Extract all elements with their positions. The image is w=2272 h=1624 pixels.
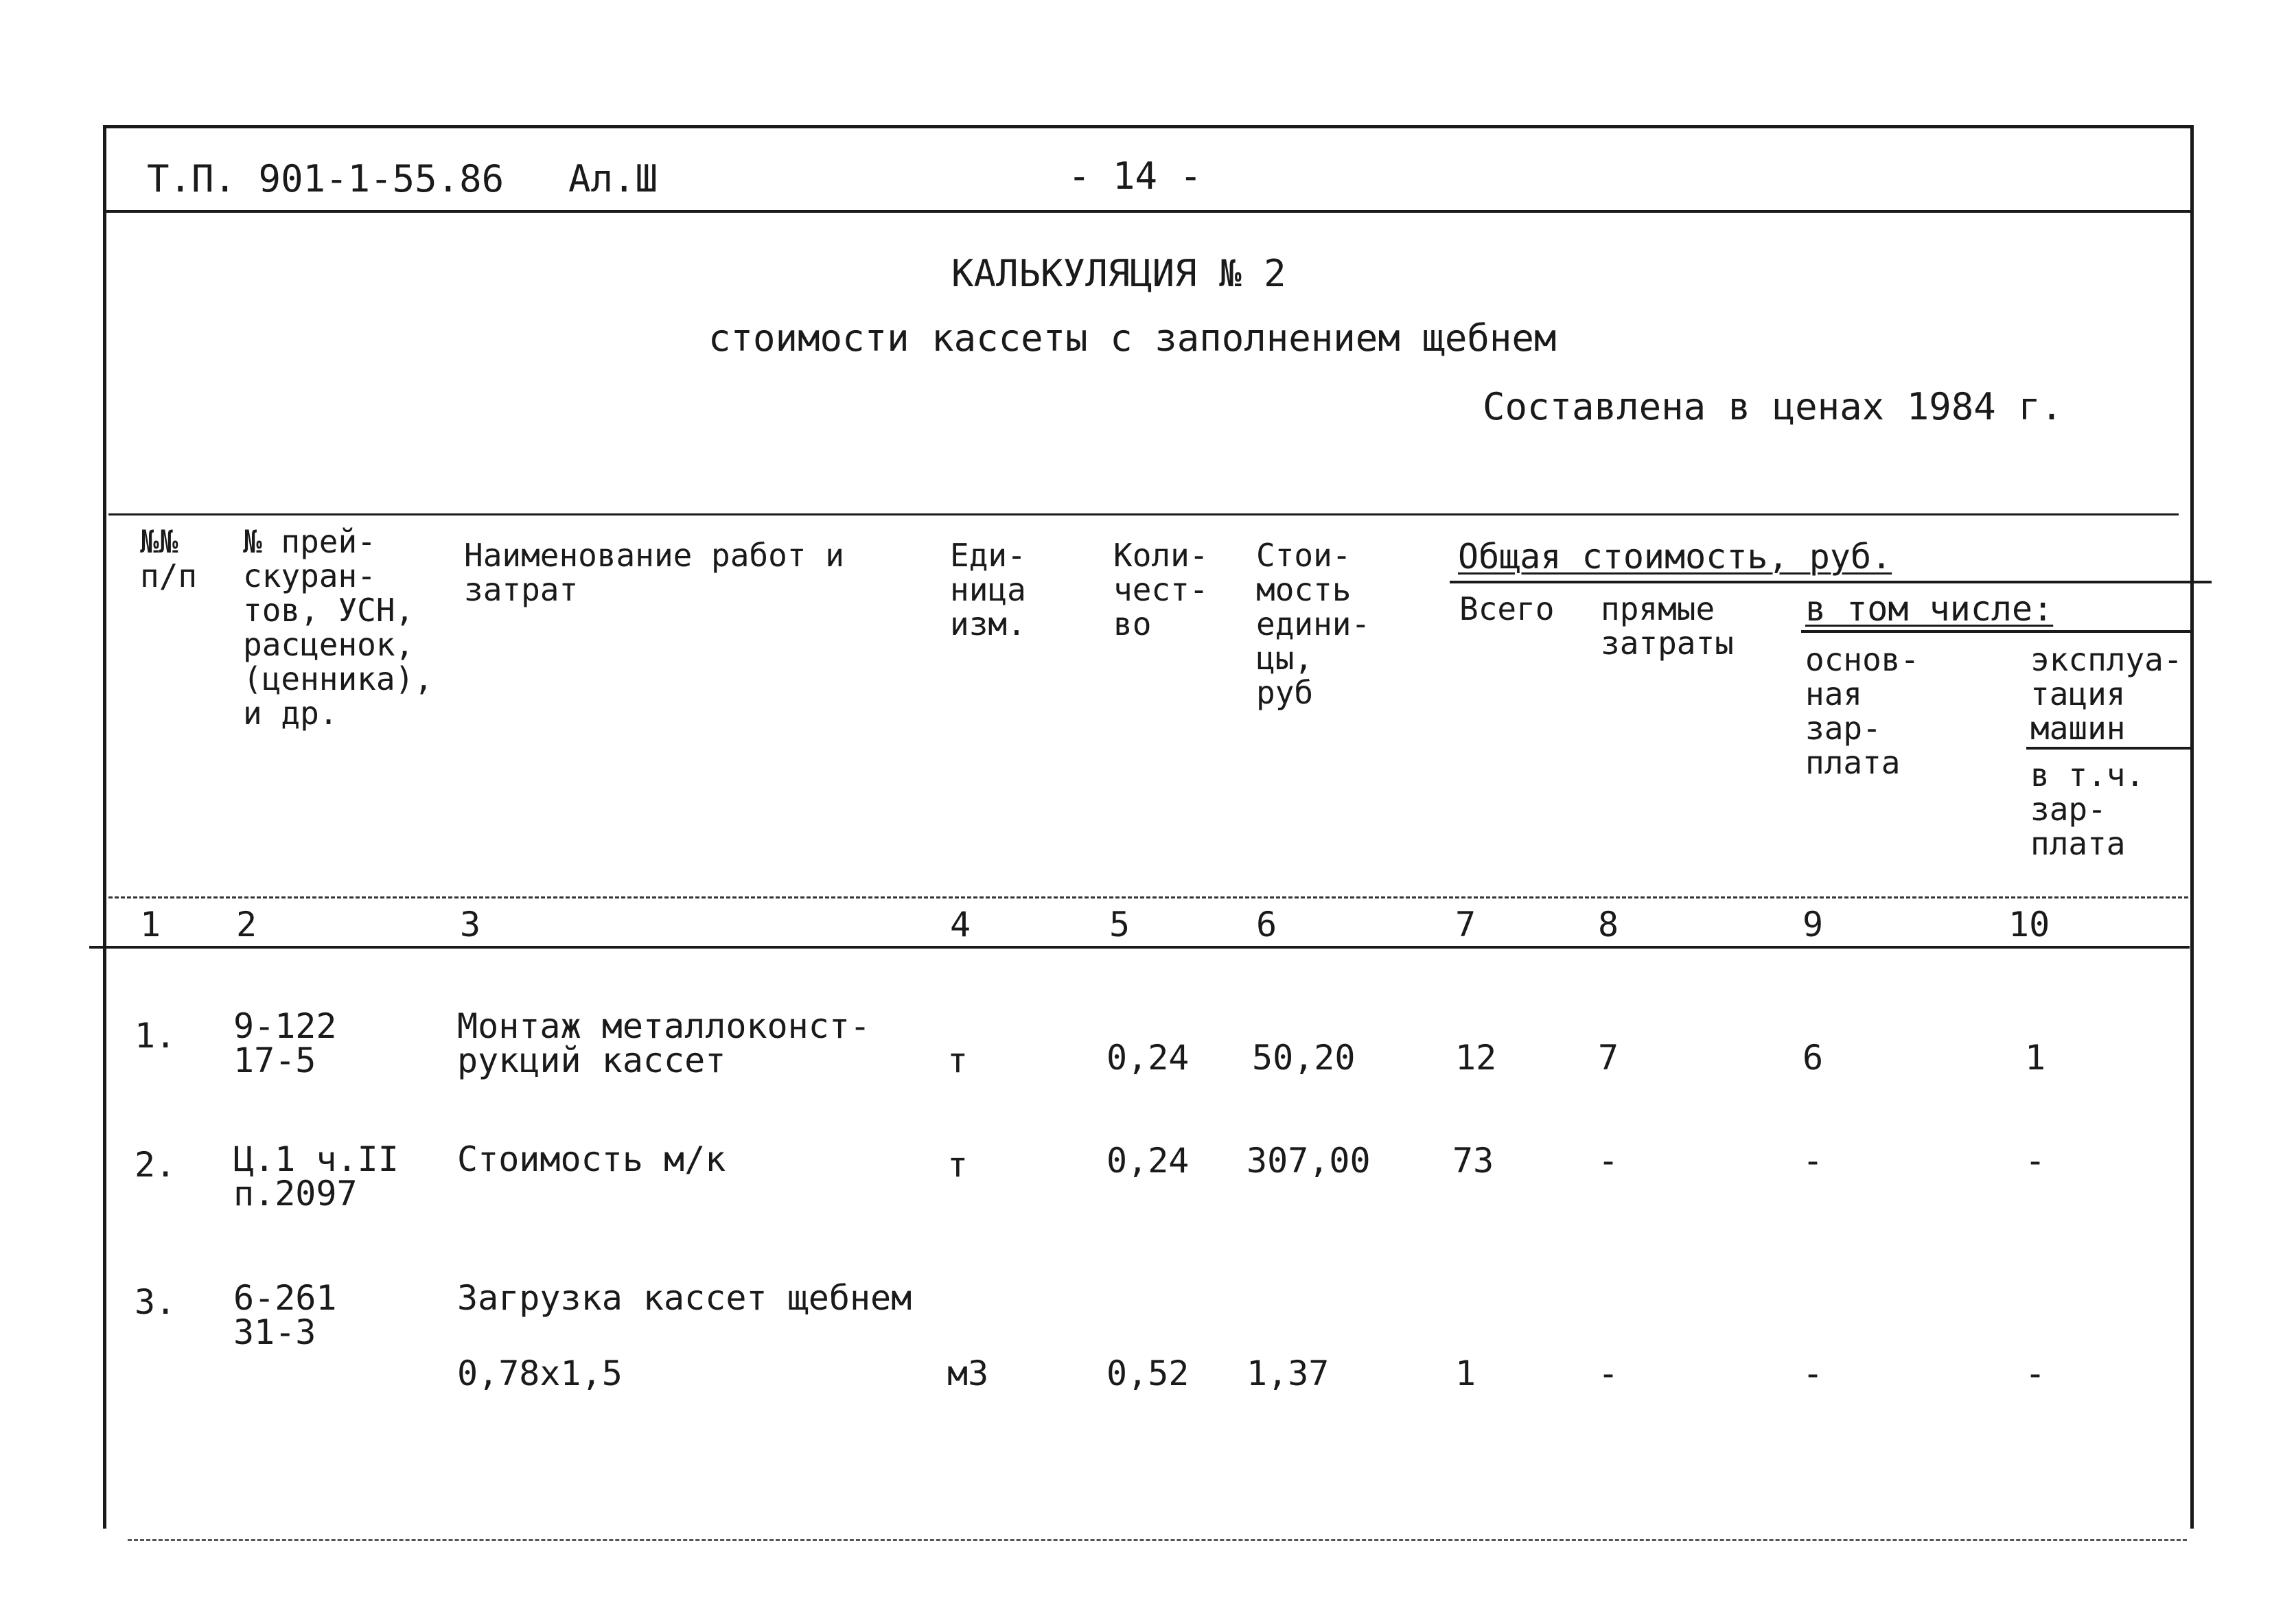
header-bottom-rule <box>108 896 2188 898</box>
row-machine-operation: - <box>2025 1141 2046 1181</box>
album-label: Ал.Ш <box>568 157 658 200</box>
row-base-wage: - <box>1802 1354 1824 1393</box>
col-number-6: 6 <box>1256 905 1277 944</box>
col-number-1: 1 <box>140 905 161 944</box>
document-subtitle: стоимости кассеты с заполнением щебнем <box>708 316 1557 360</box>
row-direct-costs: - <box>1598 1141 1619 1181</box>
row-unit-cost: 307,00 <box>1247 1141 1371 1181</box>
row-base-wage: - <box>1802 1141 1824 1181</box>
row-total: 1 <box>1455 1354 1476 1393</box>
col-header-unit-cost: Стои- мость едини- цы, руб <box>1256 537 1371 711</box>
row-quantity: 0,24 <box>1106 1038 1190 1078</box>
col-header-total: Всего <box>1459 590 1555 627</box>
row-direct-costs: 7 <box>1598 1038 1619 1078</box>
table-top-rule <box>108 513 2179 515</box>
column-numbers-rule <box>89 946 2190 949</box>
col-header-direct-costs: прямые затраты <box>1601 590 1734 662</box>
machines-subrule <box>2026 747 2194 750</box>
row-price-code: 6-261 31-3 <box>233 1278 337 1352</box>
row-price-code: Ц.1 ч.II п.2097 <box>233 1139 399 1214</box>
header-rule <box>106 210 2190 213</box>
row-work-name: Монтаж металлоконст- рукций кассет <box>457 1006 871 1080</box>
row-quantity: 0,52 <box>1106 1354 1190 1393</box>
col-group-total-cost: Общая стоимость, руб. <box>1458 537 1892 577</box>
col-header-unit: Еди- ница изм. <box>950 537 1026 642</box>
row-quantity-formula: 0,78х1,5 <box>457 1354 623 1393</box>
col-number-3: 3 <box>460 905 481 944</box>
row-base-wage: 6 <box>1802 1038 1824 1078</box>
row-unit: т <box>947 1145 969 1185</box>
page-number: - 14 - <box>1068 154 1203 198</box>
compiled-prices-note: Составлена в ценах 1984 г. <box>1483 385 2063 428</box>
col-group-including: в том числе: <box>1805 589 2054 629</box>
row-machine-operation: 1 <box>2025 1038 2046 1078</box>
col-header-machine-operation: эксплуа- тация машин <box>2030 641 2183 747</box>
col-number-10: 10 <box>2008 905 2050 944</box>
col-number-8: 8 <box>1598 905 1619 944</box>
row-unit: т <box>947 1041 969 1080</box>
including-group-rule <box>1801 630 2194 633</box>
row-work-name: Загрузка кассет щебнем <box>457 1278 912 1318</box>
col-header-quantity: Коли- чест- во <box>1113 537 1209 642</box>
row-number: 3. <box>135 1282 176 1322</box>
row-unit: м3 <box>947 1354 989 1393</box>
row-unit-cost: 1,37 <box>1247 1354 1330 1393</box>
row-quantity: 0,24 <box>1106 1141 1190 1181</box>
row-number: 2. <box>135 1145 176 1185</box>
col-header-machine-wage: в т.ч. зар- плата <box>2030 756 2145 862</box>
total-group-rule <box>1450 581 2212 583</box>
row-work-name: Стоимость м/к <box>457 1139 726 1179</box>
col-header-work-name: Наименование работ и затрат <box>464 537 844 608</box>
col-header-num: №№ п/п <box>140 523 198 594</box>
document-title: КАЛЬКУЛЯЦИЯ № 2 <box>951 252 1286 295</box>
col-number-4: 4 <box>950 905 971 944</box>
row-direct-costs: - <box>1598 1354 1619 1393</box>
row-total: 12 <box>1455 1038 1497 1078</box>
row-total: 73 <box>1452 1141 1494 1181</box>
row-number: 1. <box>135 1016 176 1056</box>
col-number-2: 2 <box>236 905 257 944</box>
col-number-7: 7 <box>1455 905 1476 944</box>
row-machine-operation: - <box>2025 1354 2046 1393</box>
row-unit-cost: 50,20 <box>1252 1038 1356 1078</box>
col-number-5: 5 <box>1109 905 1131 944</box>
row-price-code: 9-122 17-5 <box>233 1006 337 1080</box>
doc-code: Т.П. 901-1-55.86 <box>147 157 505 200</box>
col-header-price-list: № прей- скуран- тов, УСН, расценок, (ценника), и др. <box>243 523 433 732</box>
col-number-9: 9 <box>1802 905 1824 944</box>
bottom-rule <box>128 1539 2187 1541</box>
col-header-base-wage: основ- ная зар- плата <box>1805 641 1920 781</box>
